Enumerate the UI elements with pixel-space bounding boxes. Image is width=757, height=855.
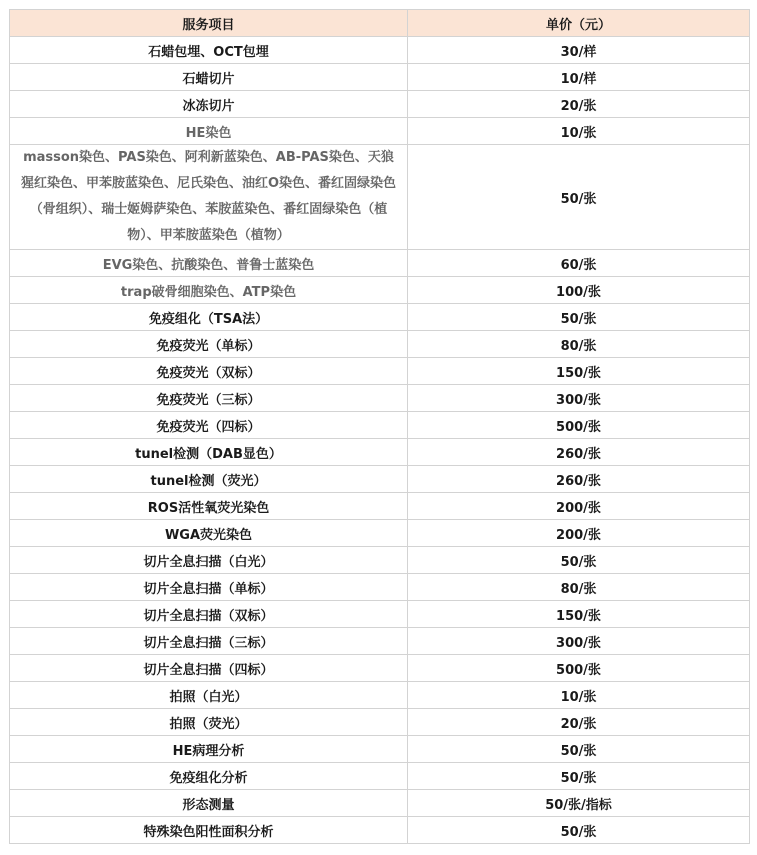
- service-item-cell: 切片全息扫描（四标）: [10, 655, 408, 682]
- price-cell: 60/张: [408, 250, 750, 277]
- table-row: [10, 736, 750, 763]
- table-row: [10, 709, 750, 736]
- service-item-cell: 石蜡切片: [10, 64, 408, 91]
- table-row: [10, 493, 750, 520]
- service-item-cell: 免疫组化分析: [10, 763, 408, 790]
- price-cell: 300/张: [408, 628, 750, 655]
- table-row: [10, 817, 750, 844]
- price-cell: 200/张: [408, 520, 750, 547]
- table-row: [10, 520, 750, 547]
- service-item-cell: 形态测量: [10, 790, 408, 817]
- price-cell: 20/张: [408, 709, 750, 736]
- table-row: [10, 250, 750, 277]
- price-cell: 150/张: [408, 601, 750, 628]
- service-item-cell: 切片全息扫描（双标）: [10, 601, 408, 628]
- price-cell: 30/样: [408, 37, 750, 64]
- table-row: [10, 358, 750, 385]
- service-item-cell: 切片全息扫描（白光）: [10, 547, 408, 574]
- price-cell: 150/张: [408, 358, 750, 385]
- table-header-row: [10, 10, 750, 37]
- price-cell: 50/张/指标: [408, 790, 750, 817]
- price-table: [9, 9, 750, 844]
- table-row: [10, 331, 750, 358]
- price-cell: 500/张: [408, 412, 750, 439]
- service-item-cell: 免疫荧光（双标）: [10, 358, 408, 385]
- service-item-cell: tunel检测（荧光）: [10, 466, 408, 493]
- service-item-cell: 拍照（白光）: [10, 682, 408, 709]
- service-item-cell: HE病理分析: [10, 736, 408, 763]
- price-cell: 80/张: [408, 574, 750, 601]
- service-item-cell: 特殊染色阳性面积分析: [10, 817, 408, 844]
- service-item-cell: trap破骨细胞染色、ATP染色: [10, 277, 408, 304]
- table-row: [10, 574, 750, 601]
- service-item-cell: 免疫荧光（四标）: [10, 412, 408, 439]
- service-item-cell: 免疫组化（TSA法）: [10, 304, 408, 331]
- service-item-cell: 切片全息扫描（单标）: [10, 574, 408, 601]
- service-item-cell: masson染色、PAS染色、阿利新蓝染色、AB-PAS染色、天狼猩红染色、甲苯胺蓝染色、尼氏染色、油红O染色、番红固绿染色（骨组织）、瑞士姬姆萨染色、苯胺蓝染色、番红固绿染色（植物）、甲苯胺蓝染色（植物）: [10, 145, 408, 250]
- service-item-cell: 石蜡包埋、OCT包埋: [10, 37, 408, 64]
- table-body: [10, 37, 750, 844]
- table-row: [10, 790, 750, 817]
- table-row: [10, 412, 750, 439]
- table-row: [10, 91, 750, 118]
- table-row: [10, 37, 750, 64]
- price-cell: 20/张: [408, 91, 750, 118]
- price-cell: 260/张: [408, 439, 750, 466]
- table-row: [10, 145, 750, 250]
- price-cell: 10/样: [408, 64, 750, 91]
- header-service-item: 服务项目: [10, 10, 408, 37]
- table-row: [10, 601, 750, 628]
- table-row: [10, 64, 750, 91]
- service-item-cell: HE染色: [10, 118, 408, 145]
- table-row: [10, 547, 750, 574]
- price-cell: 50/张: [408, 145, 750, 250]
- service-item-cell: 免疫荧光（三标）: [10, 385, 408, 412]
- table-row: [10, 304, 750, 331]
- price-table-container: [9, 9, 749, 844]
- price-cell: 80/张: [408, 331, 750, 358]
- table-row: [10, 466, 750, 493]
- table-row: [10, 682, 750, 709]
- price-cell: 100/张: [408, 277, 750, 304]
- service-item-cell: tunel检测（DAB显色）: [10, 439, 408, 466]
- service-item-cell: 拍照（荧光）: [10, 709, 408, 736]
- table-row: [10, 439, 750, 466]
- service-item-cell: 切片全息扫描（三标）: [10, 628, 408, 655]
- table-row: [10, 628, 750, 655]
- price-cell: 50/张: [408, 547, 750, 574]
- service-item-cell: EVG染色、抗酸染色、普鲁士蓝染色: [10, 250, 408, 277]
- price-cell: 10/张: [408, 682, 750, 709]
- service-item-cell: 免疫荧光（单标）: [10, 331, 408, 358]
- table-row: [10, 655, 750, 682]
- table-row: [10, 118, 750, 145]
- price-cell: 50/张: [408, 763, 750, 790]
- price-cell: 50/张: [408, 304, 750, 331]
- header-unit-price: 单价（元）: [408, 10, 750, 37]
- price-cell: 260/张: [408, 466, 750, 493]
- price-cell: 300/张: [408, 385, 750, 412]
- price-cell: 10/张: [408, 118, 750, 145]
- price-cell: 50/张: [408, 736, 750, 763]
- table-row: [10, 277, 750, 304]
- service-item-cell: WGA荧光染色: [10, 520, 408, 547]
- table-row: [10, 385, 750, 412]
- service-item-cell: ROS活性氧荧光染色: [10, 493, 408, 520]
- price-cell: 200/张: [408, 493, 750, 520]
- price-cell: 50/张: [408, 817, 750, 844]
- service-item-cell: 冰冻切片: [10, 91, 408, 118]
- price-cell: 500/张: [408, 655, 750, 682]
- table-row: [10, 763, 750, 790]
